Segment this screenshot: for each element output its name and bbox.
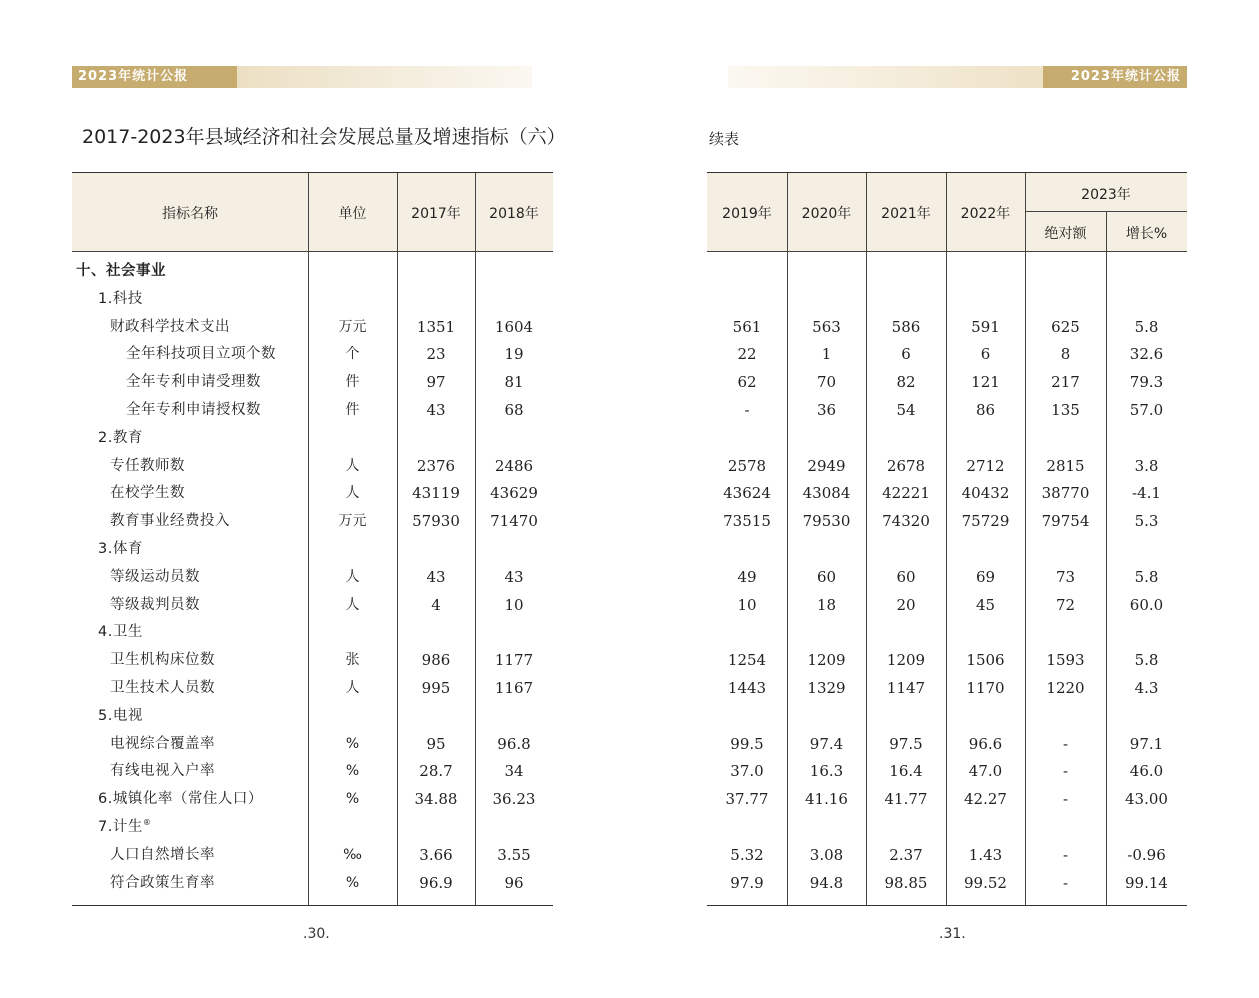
value-2018: 68: [504, 401, 524, 419]
indicator-name: 6.城镇化率（常住人口）: [98, 791, 263, 808]
value-2020: 41.16: [805, 790, 848, 809]
value-2021: 42221: [882, 484, 930, 503]
header-2020: 2020年: [801, 206, 852, 222]
table-row: [72, 619, 553, 646]
value-2019: [707, 425, 787, 452]
value-2019: [707, 286, 787, 313]
value-2020: 43084: [802, 484, 851, 503]
value-2023-absolute: [1025, 425, 1106, 452]
value-2020: [787, 258, 866, 285]
value-2022: 42.27: [964, 790, 1007, 809]
value-2023-absolute: [1025, 619, 1106, 646]
value-2017: 43: [426, 567, 446, 586]
value-2023-growth: 32.6: [1129, 345, 1164, 364]
value-2018: [475, 425, 553, 452]
indicator-name: 电视综合覆盖率: [110, 735, 215, 752]
value-2023-growth: [1106, 286, 1187, 313]
value-2017: [397, 536, 475, 563]
value-2023-absolute: [1025, 258, 1106, 285]
unit-cell: [308, 425, 397, 452]
indicator-name: 7.计生®: [98, 818, 152, 835]
value-2023-absolute: -: [1062, 873, 1069, 892]
table-row: [707, 286, 1187, 313]
value-2023-growth: [1106, 619, 1187, 646]
value-2023-absolute: 8: [1060, 345, 1071, 364]
header-2019: 2019年: [722, 206, 772, 222]
value-2019: 37.77: [725, 790, 769, 809]
table-row: [707, 647, 1187, 674]
table-row: [707, 814, 1187, 841]
table-row: [707, 453, 1187, 480]
value-2023-growth: 5.8: [1134, 317, 1159, 336]
unit-cell: 件: [345, 374, 360, 391]
value-2023-growth: 4.3: [1134, 679, 1159, 697]
table-row: [72, 536, 553, 563]
value-2021: 54: [896, 401, 916, 419]
value-2023-growth: 5.3: [1134, 512, 1159, 531]
table-row: [72, 647, 553, 674]
indicator-name: 全年专利申请受理数: [126, 374, 261, 391]
value-2019: 1254: [727, 651, 767, 670]
value-2022: [946, 814, 1025, 841]
unit-cell: 万元: [338, 318, 367, 335]
value-2020: 1209: [807, 651, 846, 670]
value-2023-growth: 60.0: [1129, 595, 1164, 614]
value-2022: [946, 258, 1025, 285]
value-2023-absolute: [1025, 536, 1106, 563]
value-2019: 561: [732, 317, 762, 336]
value-2017: [397, 286, 475, 313]
value-2017: [397, 814, 475, 841]
table-row: [707, 870, 1187, 897]
value-2021: [866, 619, 946, 646]
value-2021: 6: [901, 345, 911, 364]
indicator-name: 财政科学技术支出: [110, 318, 230, 335]
indicator-name: 在校学生数: [110, 485, 185, 502]
value-2020: 563: [812, 317, 841, 336]
table-row: [707, 508, 1187, 535]
value-2023-growth: 5.8: [1134, 567, 1159, 586]
unit-cell: 人: [345, 457, 360, 474]
left-table: [72, 172, 553, 906]
table-row: [72, 453, 553, 480]
value-2020: 94.8: [809, 873, 844, 892]
value-2020: [787, 703, 866, 730]
value-2017: 96.9: [419, 873, 453, 892]
value-2023-absolute: 625: [1051, 317, 1080, 336]
header-unit: 单位: [338, 206, 367, 222]
table-row: [72, 675, 553, 702]
table-row: [707, 480, 1187, 507]
table-row: [707, 564, 1187, 591]
table-row: [707, 675, 1187, 702]
value-2023-absolute: -: [1062, 790, 1069, 809]
table-row: [707, 341, 1187, 368]
value-2017: 2376: [416, 456, 456, 475]
value-2020: [787, 425, 866, 452]
value-2020: 1: [821, 345, 832, 364]
value-2022: [946, 425, 1025, 452]
value-2022: [946, 619, 1025, 646]
table-row: [707, 592, 1187, 619]
table-row: [707, 703, 1187, 730]
unit-cell: 万元: [338, 513, 367, 530]
right-table: [707, 172, 1187, 906]
table-row: [72, 369, 553, 396]
indicator-name: 教育事业经费投入: [110, 513, 230, 530]
value-2023-growth: 43.00: [1125, 790, 1168, 809]
value-2019: 99.5: [730, 734, 764, 753]
value-2019: [707, 258, 787, 285]
value-2022: 1506: [966, 651, 1005, 670]
value-2017: [397, 425, 475, 452]
value-2023-absolute: 217: [1051, 373, 1080, 392]
value-2017: 57930: [412, 512, 460, 531]
table-row: [72, 814, 553, 841]
indicator-name: 专任教师数: [110, 457, 185, 474]
header-band-left: [72, 66, 532, 88]
unit-cell: %: [345, 874, 360, 891]
table-row: [707, 731, 1187, 758]
value-2022: 2712: [966, 456, 1005, 475]
indicator-name: 有线电视入户率: [110, 763, 215, 780]
value-2022: [946, 536, 1025, 563]
table-row: [72, 508, 553, 535]
indicator-name: 卫生机构床位数: [110, 652, 215, 669]
value-2018: [475, 703, 553, 730]
table-row: [707, 536, 1187, 563]
table-row: [707, 758, 1187, 785]
table-row: [72, 258, 553, 285]
table-row: [707, 314, 1187, 341]
page-number-right: .31.: [939, 926, 966, 942]
header-2021: 2021年: [881, 206, 931, 222]
value-2020: 60: [816, 567, 837, 586]
value-2020: [787, 536, 866, 563]
value-2021: 1147: [886, 679, 926, 697]
value-2023-absolute: 79754: [1041, 512, 1090, 531]
value-2017: 995: [421, 679, 451, 697]
table-row: [72, 758, 553, 785]
header-2017: 2017年: [411, 206, 461, 222]
value-2021: [866, 814, 946, 841]
value-2019: -: [744, 401, 750, 419]
value-2018: 10: [504, 595, 524, 614]
unit-cell: 人: [345, 596, 360, 613]
value-2020: 16.3: [809, 762, 844, 781]
table-row: [72, 703, 553, 730]
value-2017: 1351: [416, 317, 456, 336]
value-2021: 16.4: [889, 762, 923, 781]
unit-cell: 件: [345, 402, 360, 418]
table-row: [72, 286, 553, 313]
value-2017: [397, 703, 475, 730]
value-2018: [475, 258, 553, 285]
page-title: 2017-2023年县域经济和社会发展总量及增速指标（六）: [82, 126, 566, 148]
table-row: [707, 258, 1187, 285]
value-2022: 75729: [961, 512, 1010, 531]
value-2020: 79530: [802, 512, 851, 531]
value-2020: [787, 814, 866, 841]
value-2018: 43: [504, 567, 524, 586]
value-2020: [787, 619, 866, 646]
value-2022: 1.43: [968, 845, 1003, 864]
value-2021: 20: [896, 595, 916, 614]
indicator-name: 全年科技项目立项个数: [126, 346, 276, 363]
unit-cell: [308, 814, 397, 841]
indicator-name: 卫生技术人员数: [110, 680, 215, 696]
value-2017: [397, 619, 475, 646]
value-2022: 96.6: [968, 734, 1003, 753]
value-2023-absolute: 135: [1051, 401, 1080, 419]
value-2019: 43624: [723, 484, 771, 503]
value-2019: 62: [737, 373, 757, 392]
value-2022: 45: [975, 595, 996, 614]
value-2018: 81: [504, 373, 524, 392]
indicator-name: 全年专利申请授权数: [126, 402, 261, 418]
table-row: [707, 619, 1187, 646]
table-row: [72, 842, 553, 869]
indicator-name: 等级裁判员数: [110, 596, 200, 613]
value-2021: [866, 536, 946, 563]
table-row: [72, 564, 553, 591]
value-2022: 99.52: [964, 873, 1007, 892]
value-2020: 97.4: [809, 734, 844, 753]
unit-cell: 人: [345, 568, 360, 585]
table-row: [72, 592, 553, 619]
indicator-name: 3.体育: [98, 541, 143, 557]
indicator-name: 4.卫生: [98, 624, 143, 641]
value-2019: 22: [737, 345, 757, 364]
value-2021: [866, 703, 946, 730]
value-2017: 43119: [412, 484, 460, 503]
value-2022: 591: [971, 317, 1000, 336]
unit-cell: 个: [345, 346, 360, 363]
value-2023-growth: 97.1: [1129, 734, 1164, 753]
value-2018: 96.8: [497, 734, 531, 753]
value-2023-absolute: -: [1062, 734, 1069, 753]
value-2021: 41.77: [884, 790, 928, 809]
table-row: [72, 314, 553, 341]
value-2022: 86: [975, 401, 996, 419]
indicator-name: 5.电视: [98, 707, 143, 724]
value-2021: 97.5: [889, 734, 923, 753]
table-row: [707, 397, 1187, 424]
value-2023-growth: 99.14: [1125, 873, 1168, 892]
table-row: [72, 870, 553, 897]
page-number-left: .30.: [303, 926, 330, 942]
value-2023-absolute: -: [1062, 762, 1069, 781]
continued-label: 续表: [709, 130, 740, 148]
header-label-left: 2023年统计公报: [72, 66, 237, 88]
value-2023-absolute: -: [1062, 845, 1069, 864]
header-label-right: 2023年统计公报: [1043, 66, 1187, 88]
value-2023-growth: [1106, 536, 1187, 563]
value-2021: 586: [891, 317, 921, 336]
indicator-name: 人口自然增长率: [110, 846, 215, 863]
value-2019: [707, 536, 787, 563]
value-2021: 60: [896, 567, 916, 586]
value-2023-absolute: 1593: [1046, 651, 1085, 670]
value-2023-absolute: 73: [1055, 567, 1076, 586]
indicator-name: 1.科技: [98, 290, 143, 307]
value-2023-growth: 57.0: [1129, 401, 1164, 419]
value-2021: 98.85: [884, 873, 928, 892]
value-2020: [787, 286, 866, 313]
table-row: [72, 341, 553, 368]
unit-cell: [308, 619, 397, 646]
value-2023-growth: 5.8: [1134, 651, 1159, 670]
value-2022: [946, 286, 1025, 313]
header-indicator-name: 指标名称: [162, 206, 218, 222]
value-2022: 69: [975, 567, 996, 586]
table-row: [707, 369, 1187, 396]
value-2022: 121: [971, 373, 1000, 392]
value-2022: 6: [980, 345, 991, 364]
value-2018: 36.23: [492, 790, 536, 809]
value-2017: 986: [421, 651, 451, 670]
value-2021: 2.37: [889, 845, 923, 864]
value-2021: 2678: [886, 456, 926, 475]
value-2022: 47.0: [968, 762, 1003, 781]
value-2023-absolute: 2815: [1046, 456, 1085, 475]
value-2021: [866, 286, 946, 313]
value-2019: 5.32: [730, 845, 764, 864]
unit-cell: ‰: [343, 846, 362, 863]
unit-cell: [308, 703, 397, 730]
header-growth-percent: 增长%: [1125, 226, 1168, 242]
value-2023-growth: [1106, 703, 1187, 730]
value-2020: 36: [816, 401, 837, 419]
value-2018: [475, 814, 553, 841]
value-2020: 3.08: [809, 845, 844, 864]
value-2017: 95: [426, 734, 446, 753]
unit-cell: %: [345, 763, 360, 780]
header-2018: 2018年: [489, 206, 539, 222]
value-2021: 1209: [886, 651, 926, 670]
header-2023: 2023年: [1081, 187, 1131, 203]
value-2023-growth: -0.96: [1127, 845, 1166, 864]
value-2020: 18: [816, 595, 837, 614]
value-2018: 34: [504, 762, 524, 781]
table-row: [72, 397, 553, 424]
value-2022: 1170: [966, 679, 1005, 697]
unit-cell: 人: [345, 680, 360, 696]
value-2019: [707, 619, 787, 646]
value-2021: 74320: [882, 512, 930, 531]
indicator-name: 符合政策生育率: [110, 874, 215, 891]
value-2018: 19: [504, 345, 524, 364]
unit-cell: [308, 258, 397, 285]
value-2021: [866, 425, 946, 452]
table-row: [707, 786, 1187, 813]
indicator-name: 十、社会事业: [76, 263, 166, 279]
value-2023-absolute: 72: [1055, 595, 1076, 614]
footnote-marker: ®: [142, 818, 152, 828]
unit-cell: 张: [345, 652, 360, 669]
value-2023-growth: [1106, 814, 1187, 841]
table-row: [707, 425, 1187, 452]
value-2020: 2949: [807, 456, 846, 475]
value-2019: 73515: [723, 512, 771, 531]
unit-cell: 人: [345, 485, 360, 502]
value-2023-growth: 79.3: [1129, 373, 1164, 392]
value-2022: [946, 703, 1025, 730]
value-2018: 1177: [494, 651, 534, 670]
table-row: [72, 786, 553, 813]
value-2019: 1443: [727, 679, 767, 697]
value-2017: 23: [426, 345, 446, 364]
indicator-name: 2.教育: [98, 429, 143, 446]
value-2017: [397, 258, 475, 285]
value-2018: 43629: [490, 484, 538, 503]
table-row: [72, 731, 553, 758]
value-2018: 3.55: [497, 845, 531, 864]
value-2017: 28.7: [419, 762, 453, 781]
value-2022: 40432: [961, 484, 1010, 503]
indicator-name: 等级运动员数: [110, 568, 200, 585]
unit-cell: [308, 536, 397, 563]
value-2017: 97: [426, 373, 446, 392]
value-2018: 71470: [490, 512, 538, 531]
value-2023-growth: -4.1: [1132, 484, 1161, 503]
value-2023-growth: [1106, 425, 1187, 452]
value-2023-growth: [1106, 258, 1187, 285]
value-2018: [475, 619, 553, 646]
table-row: [72, 480, 553, 507]
value-2021: [866, 258, 946, 285]
value-2017: 43: [426, 401, 446, 419]
value-2018: 96: [504, 873, 524, 892]
table-row: [72, 425, 553, 452]
value-2018: [475, 286, 553, 313]
unit-cell: [308, 286, 397, 313]
value-2019: 37.0: [730, 762, 764, 781]
header-2022: 2022年: [960, 206, 1011, 222]
table-row: [707, 842, 1187, 869]
header-absolute-amount: 绝对额: [1044, 226, 1087, 242]
value-2023-absolute: 38770: [1041, 484, 1090, 503]
value-2019: 10: [737, 595, 757, 614]
value-2023-absolute: [1025, 814, 1106, 841]
value-2017: 4: [431, 595, 441, 614]
value-2019: [707, 703, 787, 730]
value-2023-absolute: [1025, 286, 1106, 313]
value-2020: 1329: [807, 679, 846, 697]
value-2018: 1604: [494, 317, 534, 336]
unit-cell: %: [345, 735, 360, 752]
value-2023-growth: 3.8: [1134, 456, 1159, 475]
header-band-right: [728, 66, 1187, 88]
value-2019: 49: [737, 567, 757, 586]
value-2020: 70: [816, 373, 837, 392]
value-2019: 97.9: [730, 873, 764, 892]
unit-cell: %: [345, 791, 360, 808]
value-2023-absolute: [1025, 703, 1106, 730]
value-2018: 1167: [494, 679, 534, 697]
value-2017: 3.66: [419, 845, 453, 864]
value-2019: [707, 814, 787, 841]
value-2019: 2578: [727, 456, 767, 475]
value-2017: 34.88: [414, 790, 458, 809]
value-2023-growth: 46.0: [1129, 762, 1164, 781]
value-2021: 82: [896, 373, 916, 392]
value-2018: 2486: [494, 456, 534, 475]
value-2018: [475, 536, 553, 563]
value-2023-absolute: 1220: [1046, 679, 1085, 697]
